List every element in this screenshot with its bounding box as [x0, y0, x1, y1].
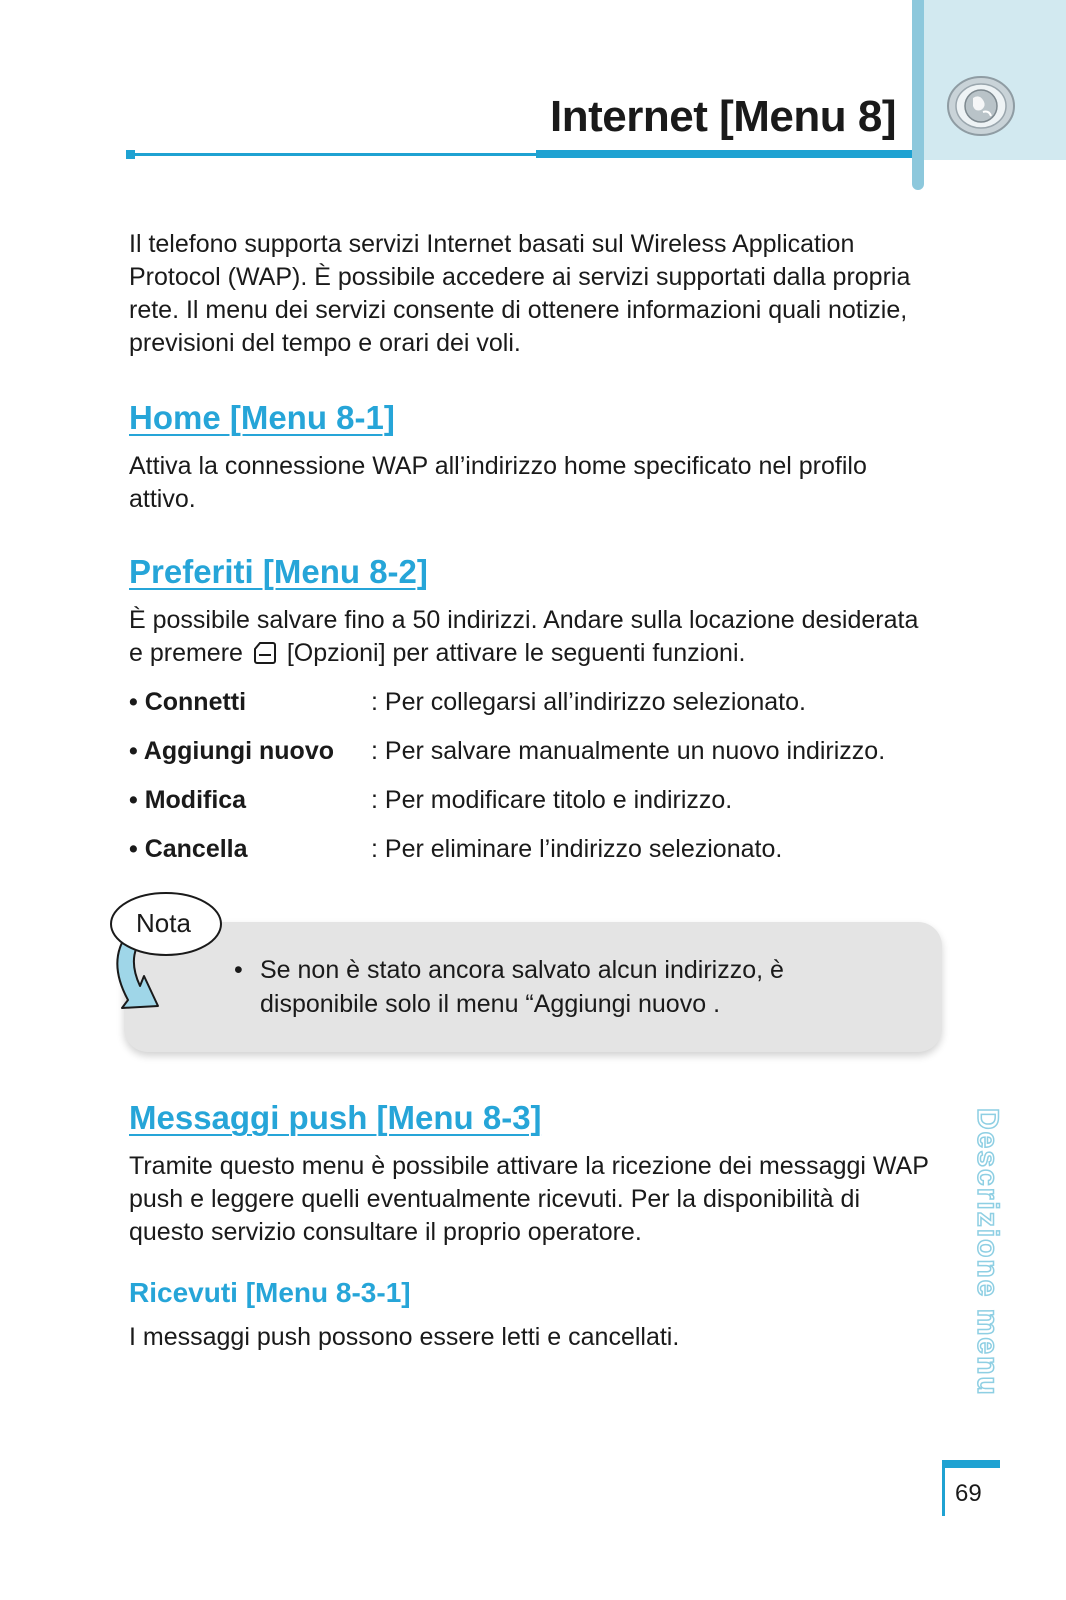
header-tab-stripe: [912, 0, 924, 190]
section-preferiti-text: [129, 604, 929, 670]
push-content: [129, 1098, 929, 1354]
option-item: [129, 833, 929, 882]
note-line-1: [234, 953, 874, 987]
section-preferiti-heading: Preferiti [Menu 8-2]: [129, 553, 428, 590]
preferiti-options-list: [129, 686, 929, 882]
option-term: • Aggiungi nuovo: [129, 737, 335, 765]
option-term: • Connetti: [129, 688, 247, 716]
note-label: Nota: [136, 908, 191, 938]
globe-icon: [945, 74, 1017, 138]
option-desc: : Per collegarsi all’indirizzo selezionato.: [371, 688, 806, 716]
page-number-frame-top: [942, 1460, 1000, 1468]
section-home-heading: Home [Menu 8-1]: [129, 399, 395, 436]
note-line-1-text: Se non è stato ancora salvato alcun indirizzo, è: [260, 956, 784, 984]
section-push-text: Tramite questo menu è possibile attivare la ricezione dei messaggi WAP push e leggere quelli eventualmente ricevuti. Per la disponibilità di questo servizio consultare il proprio operatore.: [129, 1152, 929, 1246]
page-number-frame-side: [942, 1460, 945, 1516]
section-ricevuti-text: I messaggi push possono essere letti e cancellati.: [129, 1323, 680, 1351]
title-rule-accent: [536, 150, 912, 158]
section-home-text: Attiva la connessione WAP all’indirizzo home specificato nel profilo attivo.: [129, 452, 867, 513]
option-term: • Cancella: [129, 835, 248, 863]
left-softkey-icon: [252, 640, 278, 666]
option-item: [129, 686, 929, 735]
preferiti-text-before-key: È possibile salvare fino a 50 indirizzi. Andare sulla locazione desiderata e premere: [129, 606, 919, 667]
option-desc: : Per salvare manualmente un nuovo indirizzo.: [371, 737, 886, 765]
title-rule: [126, 153, 542, 156]
main-content: [129, 228, 929, 882]
option-item: [129, 735, 929, 784]
option-desc: : Per modificare titolo e indirizzo.: [371, 786, 733, 814]
section-ricevuti-heading: Ricevuti [Menu 8-3-1]: [129, 1277, 411, 1308]
page-number: 69: [955, 1480, 982, 1507]
option-term: • Modifica: [129, 786, 247, 814]
option-item: [129, 784, 929, 833]
note-text: [234, 953, 874, 1021]
note-line-2: disponibile solo il menu “Aggiungi nuovo .: [260, 990, 721, 1018]
section-push-heading: Messaggi push [Menu 8-3]: [129, 1099, 542, 1136]
option-desc: : Per eliminare l’indirizzo selezionato.: [371, 835, 783, 863]
note-bullet: •: [234, 956, 243, 984]
page-title: Internet [Menu 8]: [550, 92, 896, 141]
intro-paragraph: Il telefono supporta servizi Internet basati sul Wireless Application Protocol (WAP). È possibile accedere ai servizi supportati dalla propria rete. Il menu dei servizi consente di ottenere informazioni quali notizie, previsioni del tempo e orari dei voli.: [129, 230, 911, 357]
preferiti-text-after-key: [Opzioni] per attivare le seguenti funzioni.: [286, 639, 746, 667]
side-section-label: Descrizione menu: [971, 1108, 1004, 1397]
